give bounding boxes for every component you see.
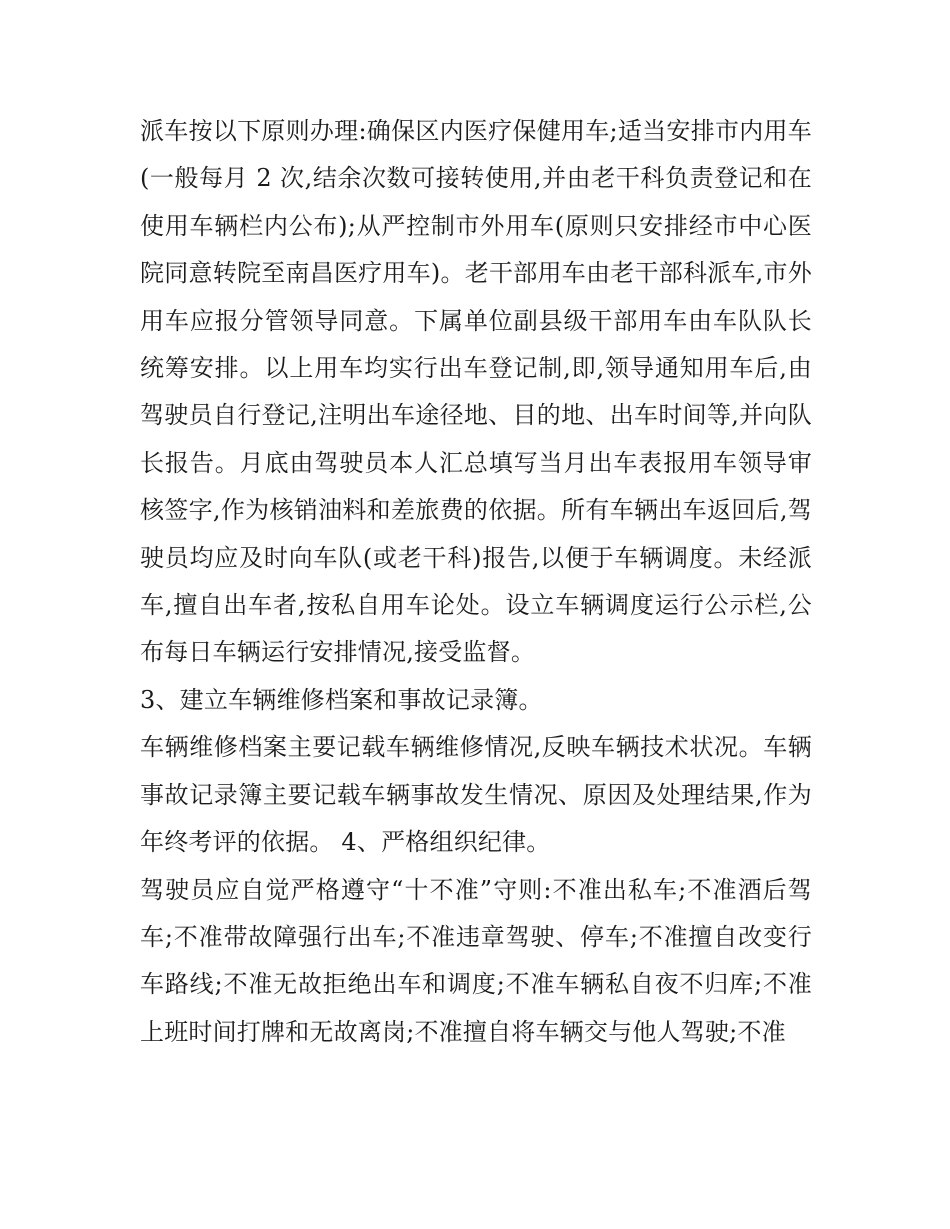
paragraph-dispatch-rules: 派车按以下原则办理:确保区内医疗保健用车;适当安排市内用车(一般每月 2 次,结余次数可接转使用,并由老干科负责登记和在使用车辆栏内公布);从严控制市外用车(原则只安排经市中心医院同意转院至南昌医疗用车)。老干部用车由老干部科派车,市外用车应报分管领导同意。下属单位副县级干部用车由车队队长统筹安排。以上用车均实行出车登记制,即,领导通知用车后,由驾驶员自行登记,注明出车途径地、目的地、出车时间等,并向队长报告。月底由驾驶员本人汇总填写当月出车表报用车领导审核签字,作为核销油料和差旅费的依据。所有车辆出车返回后,驾驶员均应及时向车队(或老干科)报告,以便于车辆调度。未经派车,擅自出车者,按私自用车论处。设立车辆调度运行公示栏,公布每日车辆运行安排情况,接受监督。 <box>140 117 812 667</box>
section-heading-maintenance-records: 3、建立车辆维修档案和事故记录簿。 <box>140 685 543 714</box>
paragraph-driver-rules: 驾驶员应自觉严格遵守“十不准”守则:不准出私车;不准酒后驾车;不准带故障强行出车;不准违章驾驶、停车;不准擅自改变行车路线;不准无故拒绝出车和调度;不准车辆私自夜不归库;不准上班时间打牌和无故离岗;不准擅自将车辆交与他人驾驶;不准 <box>140 875 812 1046</box>
document-body <box>140 108 812 1056</box>
paragraph-maintenance-records: 车辆维修档案主要记载车辆维修情况,反映车辆技术状况。车辆事故记录簿主要记载车辆事故发生情况、原因及处理结果,作为年终考评的依据。 4、严格组织纪律。 <box>140 733 812 857</box>
